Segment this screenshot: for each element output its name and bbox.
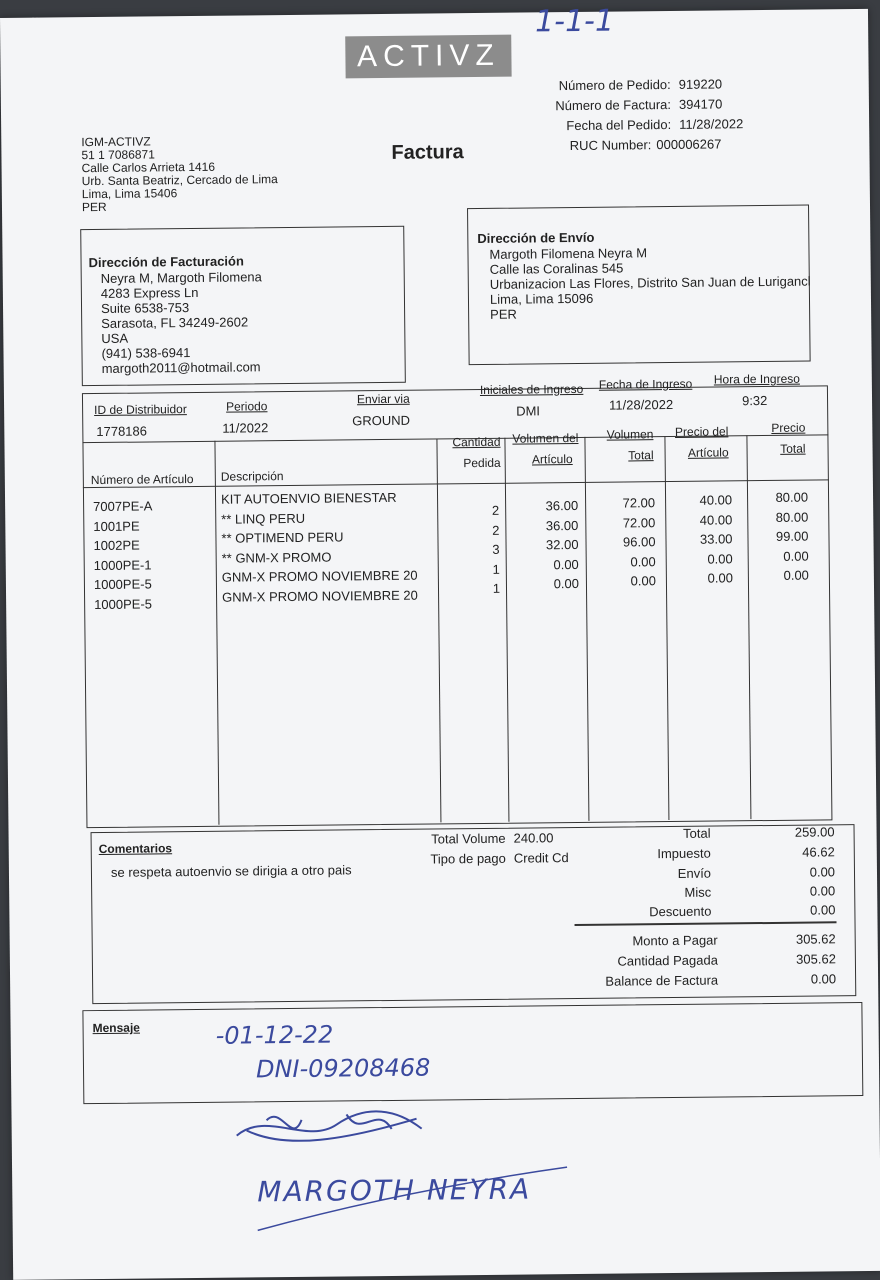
shipping-line: Lima, Lima 15096 <box>489 290 594 307</box>
billing-line: 4283 Express Ln <box>100 284 199 301</box>
invoice-balance-value: 0.00 <box>810 971 837 987</box>
total-label: Total <box>683 825 711 841</box>
total-value: 259.00 <box>794 824 835 840</box>
amount-due-value: 305.62 <box>795 931 836 947</box>
col-header-item-price-sub: Artículo <box>687 445 729 460</box>
billing-email: margoth2011@hotmail.com <box>101 359 261 376</box>
descriptions: KIT AUTOENVIO BIENESTAR ** LINQ PERU ** OPTIMEND PERU ** GNM-X PROMO GNM-X PROMO NOVIEMBRE 20 GNM-X PROMO NOVIEMBRE 20 <box>220 489 418 605</box>
billing-line: Suite 6538-753 <box>100 300 190 316</box>
handwritten-name: MARGOTH NEYRA <box>257 1172 532 1209</box>
amount-due-label: Monto a Pagar <box>632 932 718 949</box>
document-title: Factura <box>391 141 464 164</box>
billing-title: Dirección de Facturación <box>88 253 244 271</box>
item-prices: 40.00 40.00 33.00 0.00 0.00 <box>699 492 733 586</box>
activz-logo: ACTIVZ <box>345 35 511 79</box>
shipping-title: Dirección de Envío <box>477 229 595 247</box>
payment-type-label: Tipo de pago <box>430 850 506 867</box>
payment-type-value: Credit Cd <box>513 850 569 866</box>
company-street: Calle Carlos Arrieta 1416 <box>81 159 216 176</box>
message-box <box>82 1002 863 1104</box>
shipping-fee-value: 0.00 <box>809 864 836 880</box>
invoice-balance-label: Balance de Factura <box>605 972 719 989</box>
ruc-label: RUC Number: <box>569 137 652 154</box>
invoice-number-label: Número de Factura: <box>555 96 672 114</box>
billing-line: USA <box>101 330 129 346</box>
ruc-number: 000006267 <box>656 136 722 153</box>
company-name: IGM-ACTIVZ <box>81 134 151 150</box>
billing-name: Neyra M, Margoth Filomena <box>100 269 262 286</box>
item-volumes: 36.00 36.00 32.00 0.00 0.00 <box>545 497 580 592</box>
col-header-item-volume-sub: Artículo <box>531 452 573 467</box>
amount-paid-label: Cantidad Pagada <box>617 952 718 969</box>
col-header-quantity: Cantidad <box>452 434 501 450</box>
total-volume-label: Total Volume <box>431 830 506 847</box>
shipping-line: Calle las Coralinas 545 <box>489 260 624 277</box>
ship-via: GROUND <box>352 412 411 429</box>
col-header-item-volume: Volumen del <box>512 430 579 446</box>
col-header-total-volume: Volumen <box>606 427 654 442</box>
quantities: 2 2 3 1 1 <box>491 502 501 596</box>
total-prices: 80.00 80.00 99.00 0.00 0.00 <box>775 489 809 583</box>
total-volumes: 72.00 72.00 96.00 0.00 0.00 <box>622 495 657 589</box>
total-volume-value: 240.00 <box>513 830 554 846</box>
article-codes: 7007PE-A 1001PE 1002PE 1000PE-1 1000PE-5 1000PE-5 <box>93 498 153 612</box>
amount-paid-value: 305.62 <box>796 951 836 967</box>
invoice-page <box>0 3 880 1280</box>
tax-label: Impuesto <box>657 845 711 862</box>
handwritten-dni: DNI-09208468 <box>255 1053 431 1084</box>
order-number-label: Número de Pedido: <box>558 76 671 94</box>
entry-initials: DMI <box>516 403 541 419</box>
entry-date-label: Fecha de Ingreso <box>598 376 693 392</box>
col-header-quantity-sub: Pedida <box>463 455 501 471</box>
col-header-item-price: Precio del <box>674 424 729 439</box>
company-phone: 51 1 7086871 <box>81 147 155 163</box>
shipping-line: Margoth Filomena Neyra M <box>489 245 648 262</box>
col-header-article: Número de Artículo <box>90 471 194 488</box>
tax-value: 46.62 <box>802 844 835 860</box>
comment-text: se respeta autoenvio se dirigia a otro pais <box>110 862 352 880</box>
company-country: PER <box>81 199 107 215</box>
period: 11/2022 <box>222 420 269 436</box>
order-date: 11/28/2022 <box>679 116 744 132</box>
company-area: Urb. Santa Beatriz, Cercado de Lima <box>81 172 278 189</box>
signature-scribble <box>226 1098 437 1170</box>
shipping-line: PER <box>490 306 517 322</box>
billing-line: Sarasota, FL 34249-2602 <box>101 314 249 331</box>
shipping-fee-label: Envío <box>677 865 712 881</box>
message-label: Mensaje <box>92 1020 141 1036</box>
handwritten-page-number: 1-1-1 <box>534 3 615 40</box>
misc-value: 0.00 <box>809 883 836 899</box>
discount-label: Descuento <box>649 903 712 920</box>
entry-initials-label: Iniciales de Ingreso <box>479 381 584 397</box>
billing-phone: (941) 538-6941 <box>101 345 191 361</box>
col-header-total-volume-sub: Total <box>628 448 654 463</box>
shipping-line: Urbanizacion Las Flores, Distrito San Juan de Lurigancl <box>489 273 811 292</box>
col-header-description: Descripción <box>220 469 284 484</box>
ship-via-label: Enviar via <box>356 391 410 407</box>
order-number: 919220 <box>678 76 723 92</box>
period-label: Periodo <box>226 399 268 414</box>
misc-label: Misc <box>684 884 712 900</box>
order-date-label: Fecha del Pedido: <box>566 116 672 134</box>
entry-time: 9:32 <box>741 392 768 409</box>
entry-date: 11/28/2022 <box>609 396 674 413</box>
comments-label: Comentarios <box>98 841 173 857</box>
distributor-id: 1778186 <box>96 423 148 440</box>
distributor-id-label: ID de Distribuidor <box>94 402 187 418</box>
discount-value: 0.00 <box>809 902 836 918</box>
entry-time-label: Hora de Ingreso <box>713 371 800 387</box>
company-city: Lima, Lima 15406 <box>81 186 178 202</box>
invoice-number: 394170 <box>678 96 723 112</box>
col-header-total-price: Precio <box>771 420 806 435</box>
col-header-total-price-sub: Total <box>780 441 806 456</box>
handwritten-date: -01-12-22 <box>215 1020 334 1050</box>
signature-underline <box>252 1162 573 1235</box>
